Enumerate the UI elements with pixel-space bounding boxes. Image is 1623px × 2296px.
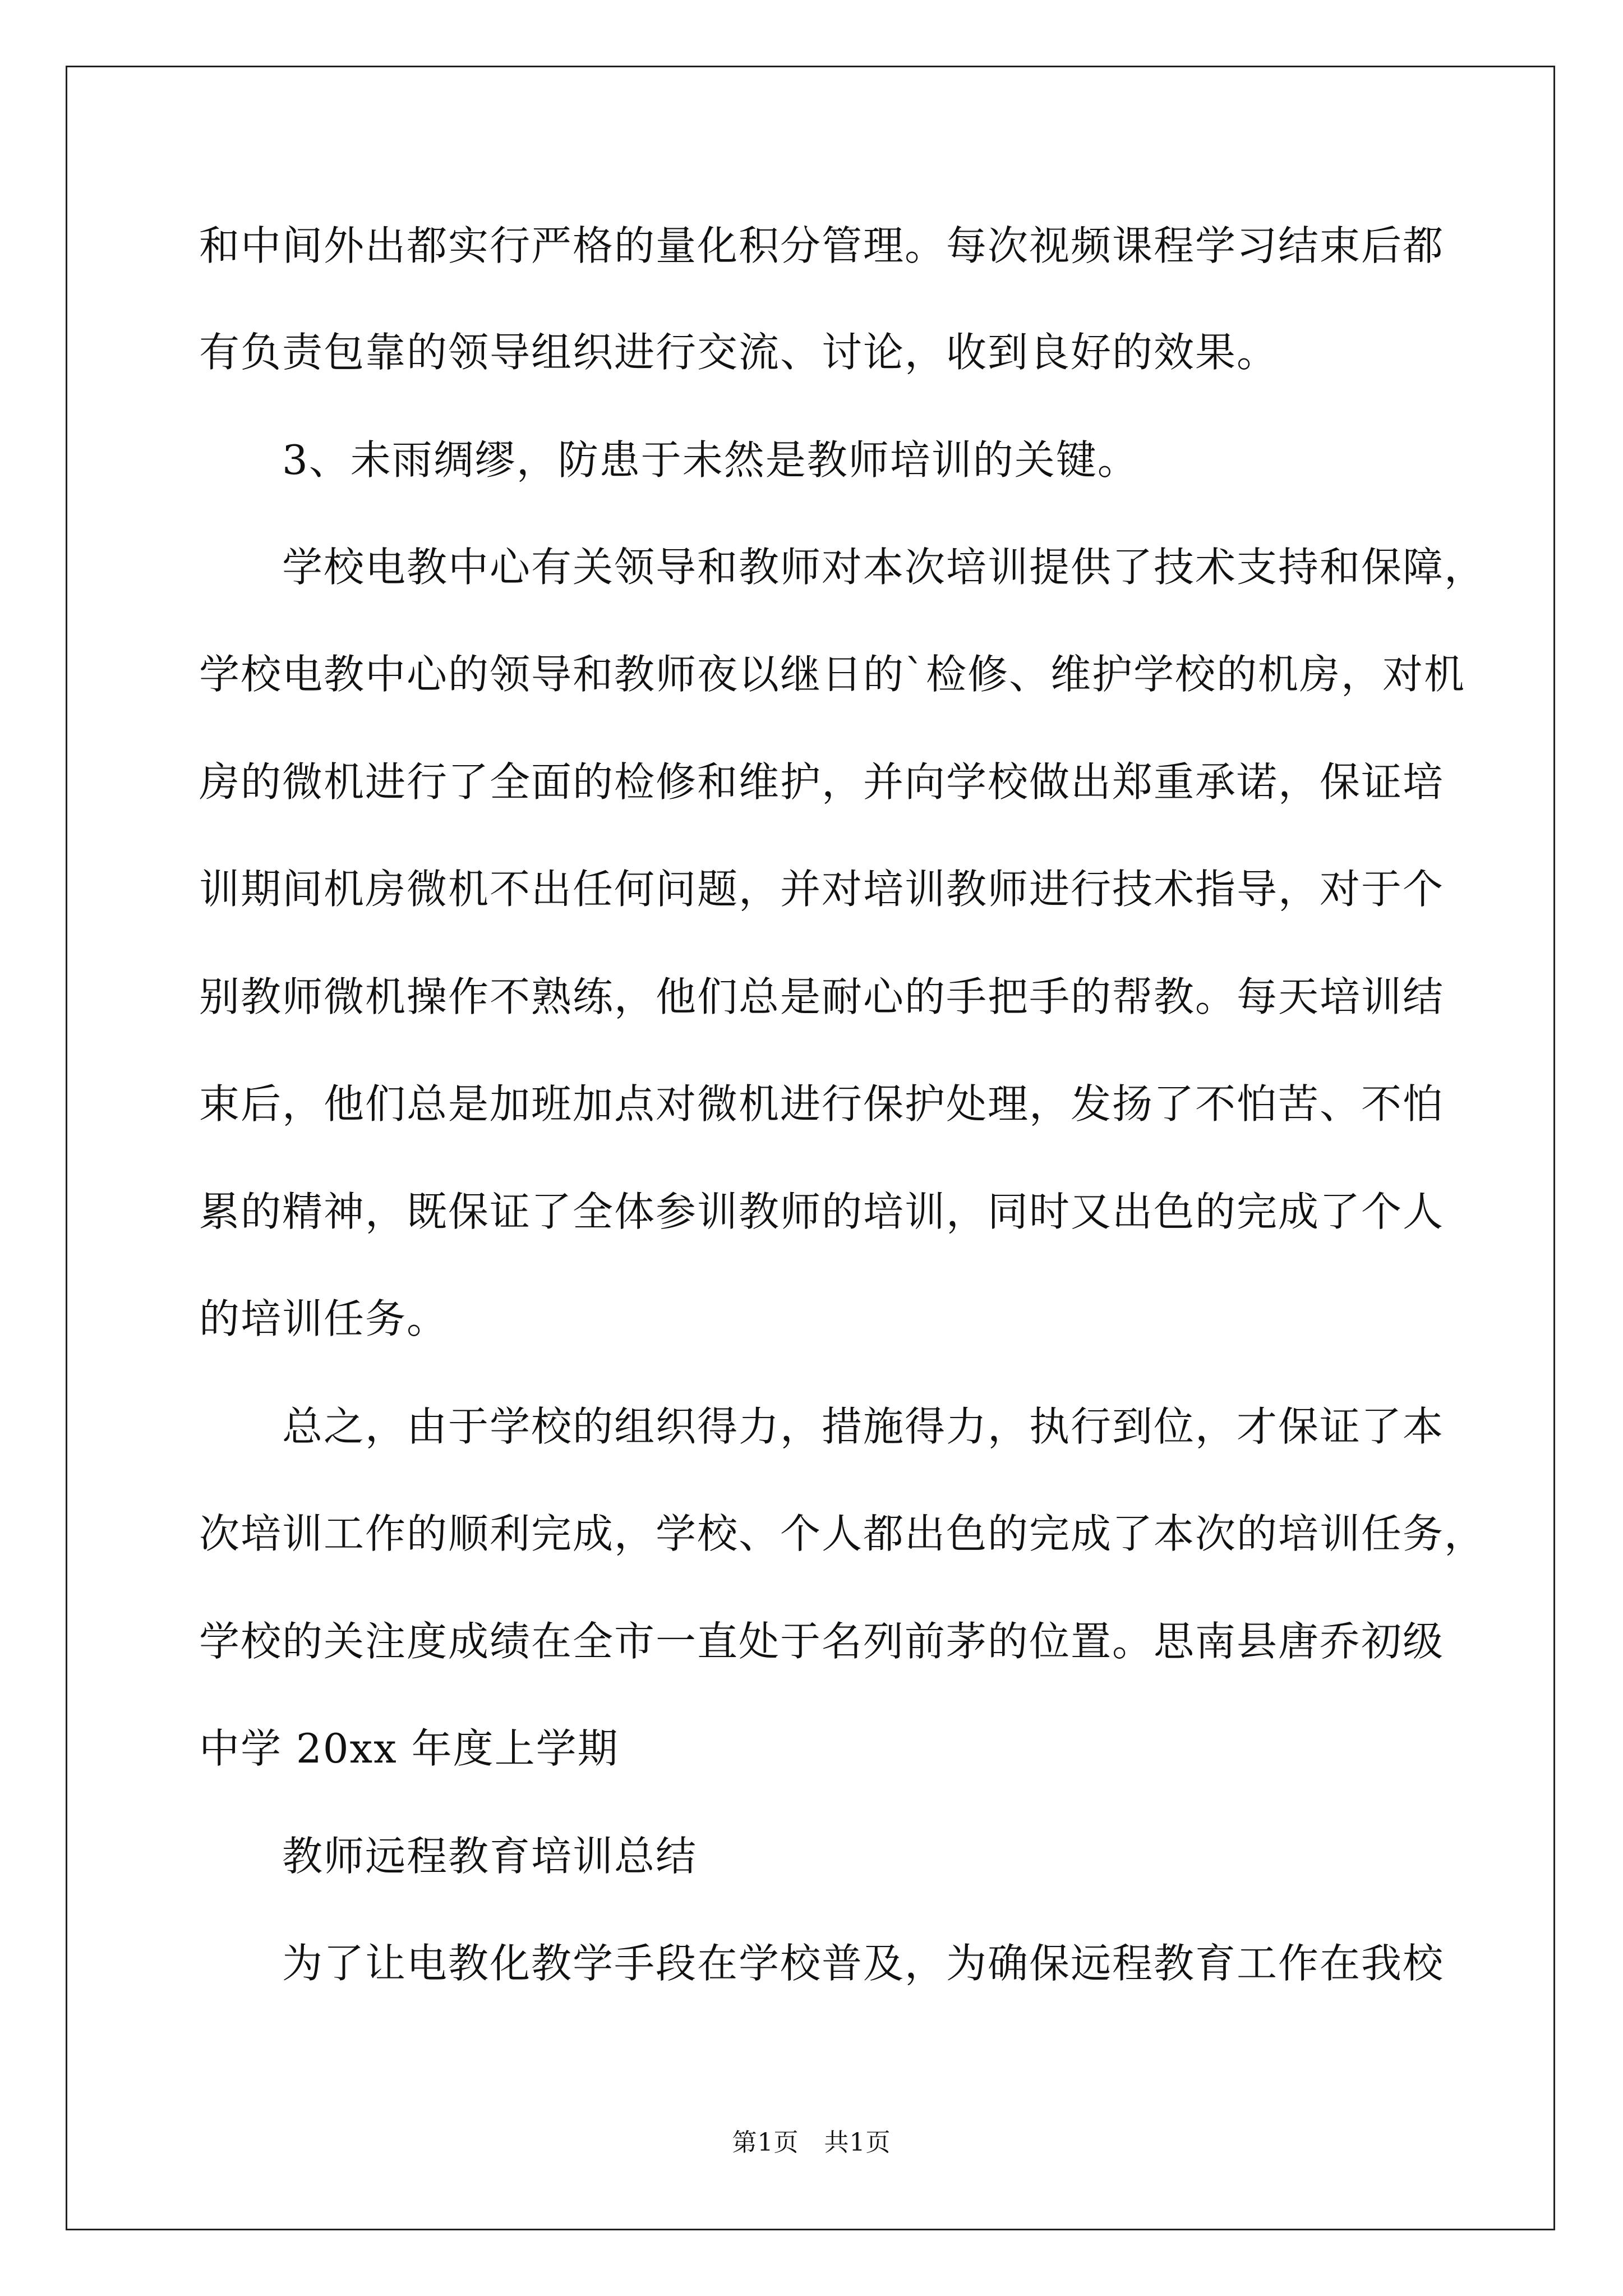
text-line: 中学 20xx 年度上学期 <box>199 1725 619 1772</box>
text-line: 3、未雨绸缪，防患于未然是教师培训的关键。 <box>282 436 1139 484</box>
text-line: 总之，由于学校的组织得力，措施得力，执行到位，才保证了本 <box>282 1403 1445 1450</box>
text-line: 和中间外出都实行严格的量化积分管理。每次视频课程学习结束后都 <box>199 222 1445 269</box>
text-line: 累的精神，既保证了全体参训教师的培训，同时又出色的完成了个人 <box>199 1188 1445 1235</box>
text-line: 有负责包靠的领导组织进行交流、讨论，收到良好的效果。 <box>199 329 1279 376</box>
page-border <box>66 66 1555 2230</box>
text-line: 次培训工作的顺利完成，学校、个人都出色的完成了本次的培训任务， <box>199 1510 1486 1557</box>
text-line: 学校的关注度成绩在全市一直处于名列前茅的位置。思南县唐乔初级 <box>199 1618 1445 1665</box>
page-footer: 第1页 共1页 <box>732 2128 891 2157</box>
text-line: 学校电教中心有关领导和教师对本次培训提供了技术支持和保障， <box>282 544 1486 591</box>
text-line: 为了让电教化教学手段在学校普及，为确保远程教育工作在我校 <box>282 1940 1445 1987</box>
text-line: 别教师微机操作不熟练，他们总是耐心的手把手的帮教。每天培训结 <box>199 973 1445 1020</box>
text-line: 学校电教中心的领导和教师夜以继日的`检修、维护学校的机房，对机 <box>199 651 1466 698</box>
text-line: 房的微机进行了全面的检修和维护，并向学校做出郑重承诺，保证培 <box>199 758 1445 806</box>
text-line: 的培训任务。 <box>199 1295 449 1342</box>
text-line: 束后，他们总是加班加点对微机进行保护处理，发扬了不怕苦、不怕 <box>199 1080 1445 1128</box>
text-line: 训期间机房微机不出任何问题，并对培训教师进行技术指导，对于个 <box>199 866 1445 913</box>
text-line: 教师远程教育培训总结 <box>282 1833 698 1880</box>
